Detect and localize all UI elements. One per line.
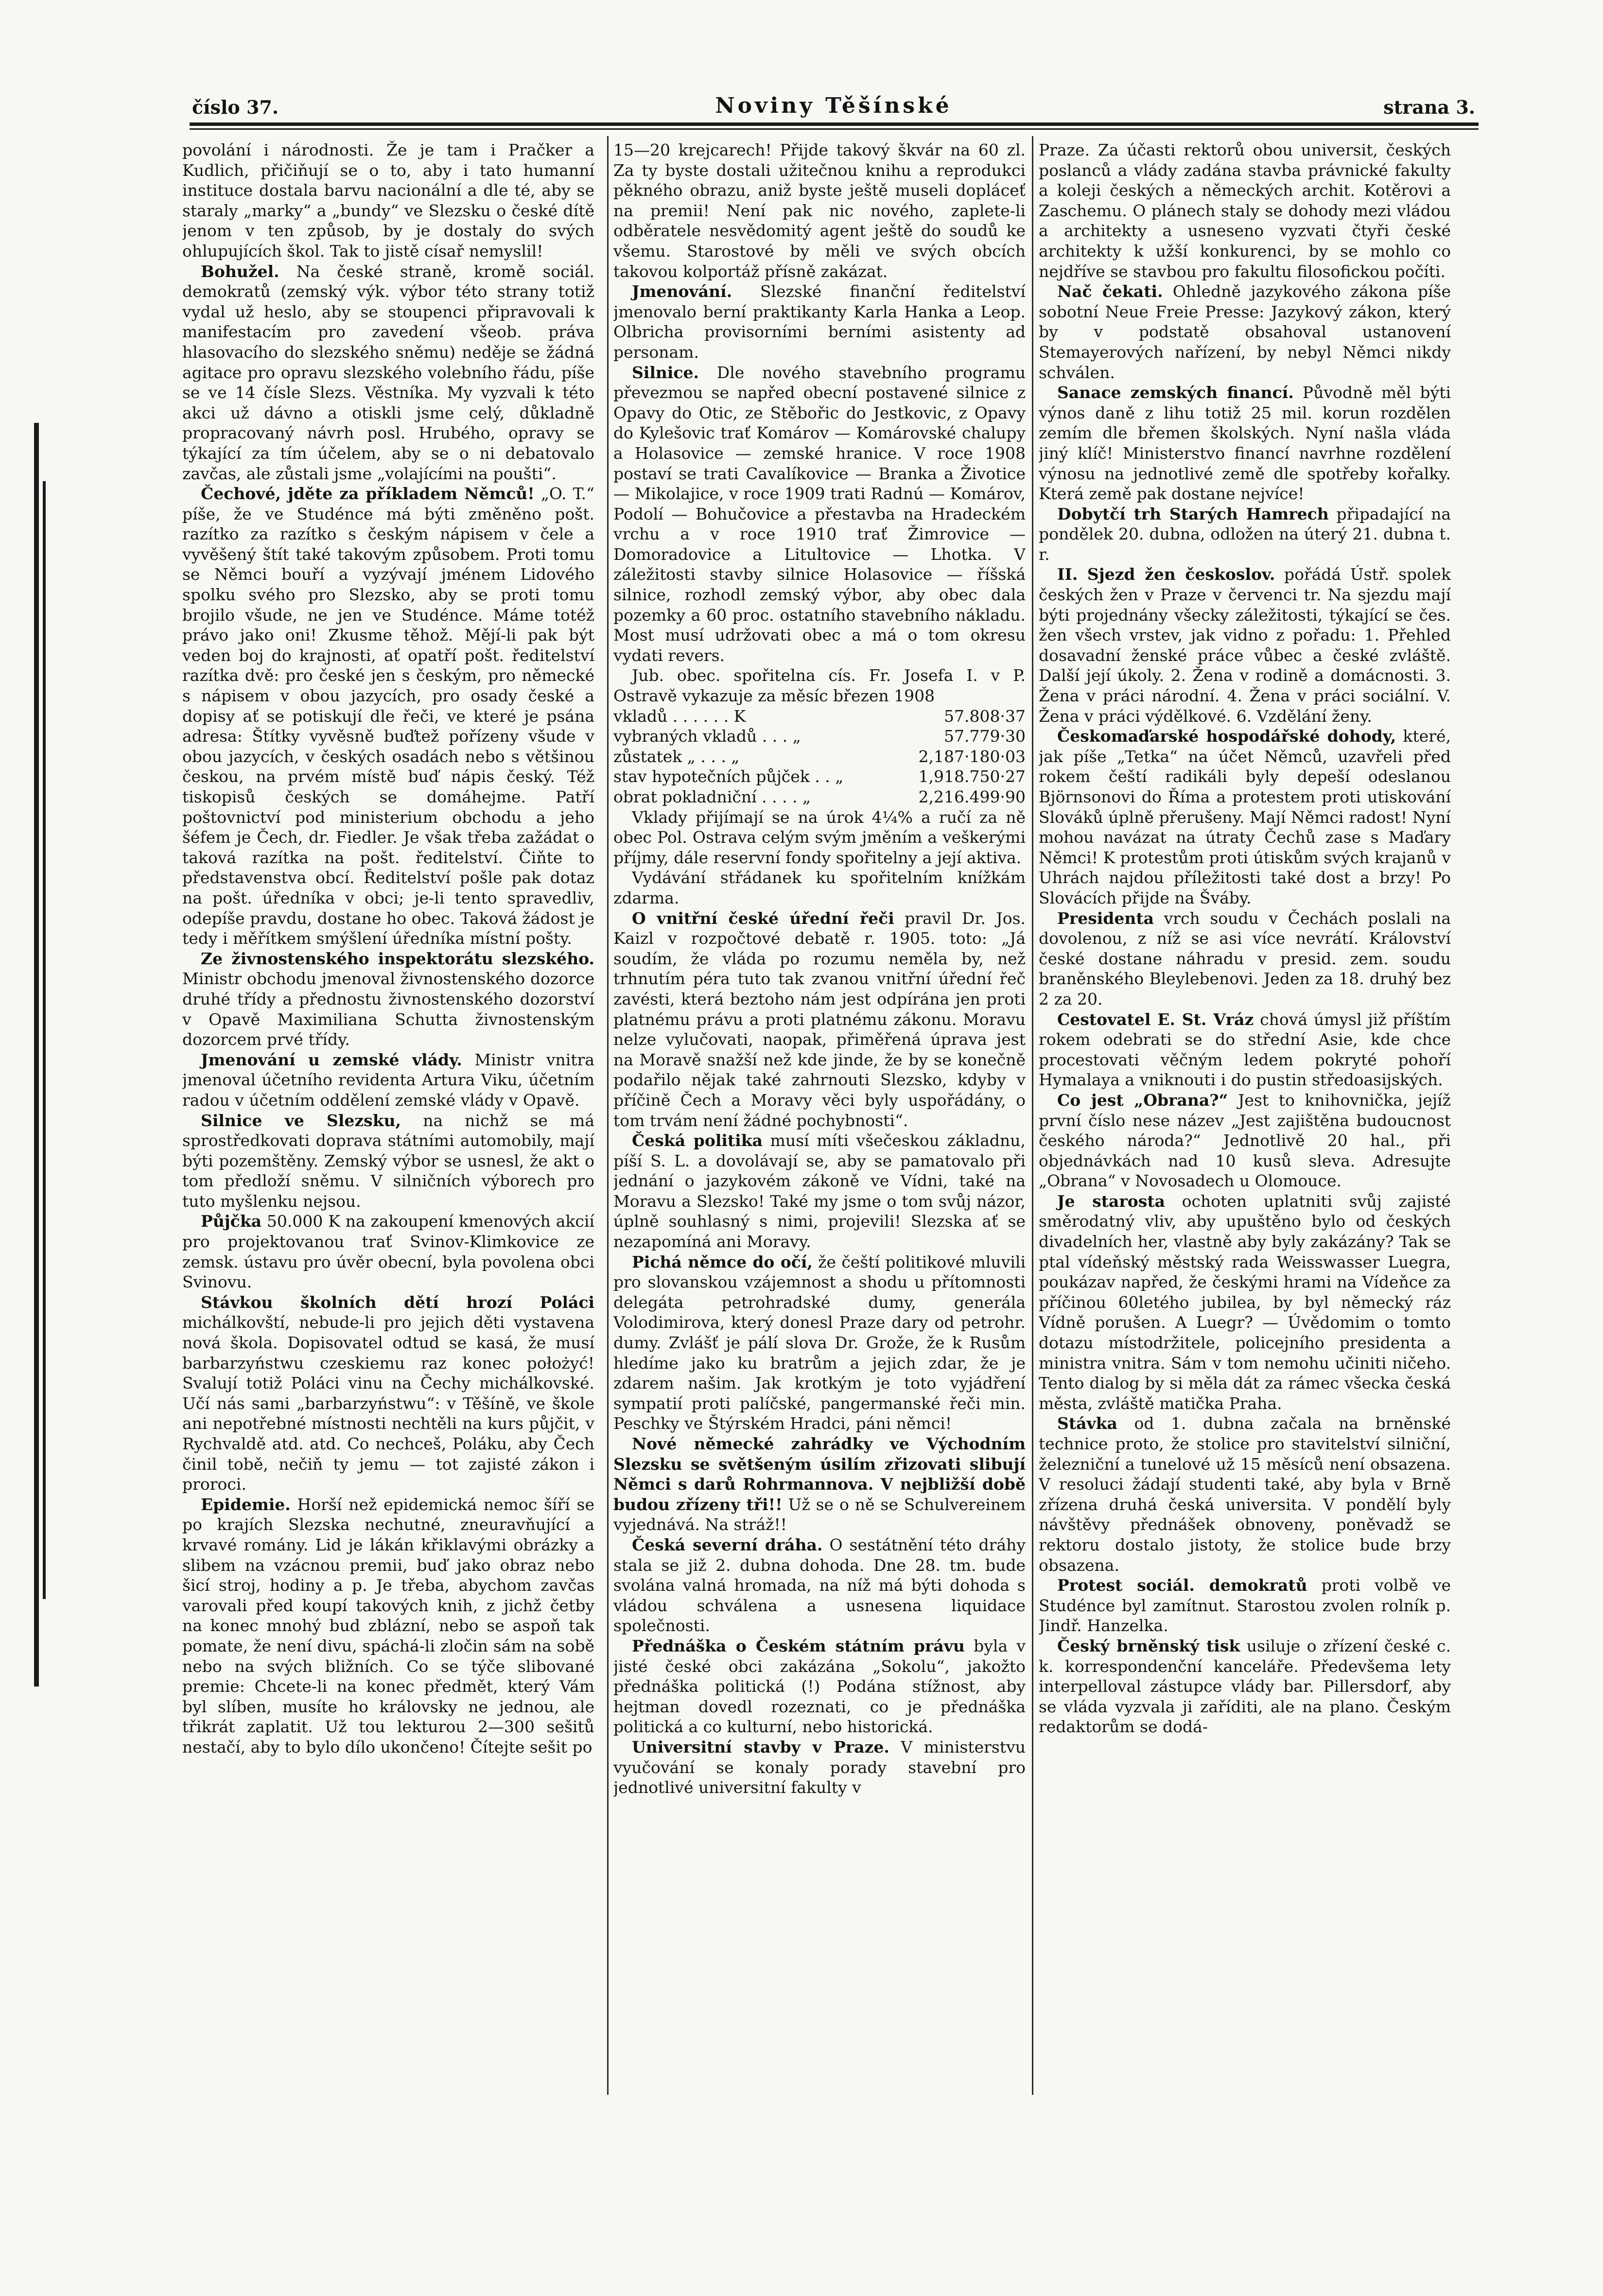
article-headline: Silnice ve Slezsku, (201, 1111, 401, 1130)
article-paragraph (613, 908, 1026, 1131)
article-headline: II. Sjezd žen českoslov. (1057, 565, 1275, 584)
article-paragraph (182, 140, 594, 261)
article-paragraph (613, 1434, 1026, 1535)
article-paragraph (1039, 281, 1451, 383)
article-text: usiluje o zřízení české c. k. korrespondenční kanceláře. Předevšema lety interpelloval zástupce vlády bar. Pillersdorf, aby se vláda vyzvala ji zaříditi, ale na plano. Českým redaktorům se dodá- (1039, 1636, 1451, 1737)
article-headline: Stávka (1057, 1414, 1117, 1433)
table-row (613, 726, 1026, 747)
article-headline: Epidemie. (201, 1495, 291, 1514)
article-text: povolání i národnosti. Že je tam i Pračker a Kudlich, přičiňují se o to, aby i tato humanní instituce dostala barvu nacionální a dle té, aby se staraly „marky“ a „bundy“ ve Slezsku o české dítě jenom v ten způsob, by je dostaly do svých ohlupujících škol. Tak to jistě císař nemyslil! (182, 140, 594, 261)
article-text: Praze. Za účasti rektorů obou universit, českých poslanců a vlády zadána stavba právnické fakulty a koleji českých a německých archit. Kotěrovi a Zaschemu. O plánech staly se dohody mezi vládou a architekty a usneseno vyzvati čtyři české architekty k užší konkurenci, by se mohlo co nejdříve se stavbou pro fakultu filosofickou počíti. (1039, 140, 1451, 281)
article-paragraph (613, 868, 1026, 908)
article-paragraph (1039, 564, 1451, 726)
article-text: Dle nového stavebního programu převezmou se napřed obecní postavené silnice z Opavy do Otic, ze Stěbořic do Jestkovic, z Opavy do Kylešovic trať Komárov — Komárovské chalupy a Holasovice — zemské hranice. V roce 1908 postaví se trati Cavalíkovice — Branka a Životice — Mikolajice, v roce 1909 trati Radnú — Komárov, Podolí — Bohučovice a přestavba na Hradeckém vrchu a v roce 1910 trať Žimrovice — Domoradovice a Litultovice — Lhotka. V záležitosti stavby silnice Holasovice — říšská silnice, rozhodl zemský výbor, aby obec dala pozemky a 60 proc. ostatního stavebního nákladu. Most musí udržovati obec a má o tom okresu vydati revers. (613, 363, 1026, 665)
table-label: zůstatek „ . . . „ (613, 747, 740, 766)
column-2 (613, 140, 1026, 2094)
article-text: od 1. dubna začala na brněnské technice proto, že stolice pro stavitelství silniční, železniční a tunelové už 15 měsíců není obsazena. V resoluci žádají studenti také, aby byla v Brně zřízena druhá česká universita. V pondělí byly návštěvy přednášek obnoveny, poněvadž se rektoru dostalo jistoty, že stolice bude brzy obsazena. (1039, 1414, 1451, 1575)
article-paragraph (613, 665, 1026, 706)
article-paragraph (182, 1211, 594, 1292)
article-paragraph (1039, 1191, 1451, 1414)
table-label: stav hypotečních půjček . . „ (613, 767, 844, 786)
article-headline: Čechové, jděte za příkladem Němců! (201, 484, 535, 504)
article-text: které, jak píše „Tetka“ na účet Němců, uzavřeli před rokem čeští radikáli byly depeší odeslanou Björnsonovi do Říma a protestem proti utiskování Slováků úplně přerušeny. Mají Němci radost! Nyní mohou navázat na útraty Čechů zase s Maďary Němci! K protestům proti útiskům svých krajanů v Uhrách najdou příležitosti také dost a brzy! Po Slovácích přijde na Šváby. (1039, 727, 1451, 907)
article-text: Vydávání střádanek ku spořitelním knížkám zdarma. (613, 868, 1026, 907)
article-text: pořádá Ústř. spolek českých žen v Praze v červenci tr. Na sjezdu mají býti projednány všecky záležitosti, týkající se čes. žen všech vrstev, jak vidno z pořadu: 1. Přehled dosavadní ženské práce vůbec a české zvláště. Další její úkoly. 2. Žena v rodině a domácnosti. 3. Žena v práci národní. 4. Žena v práci sociální. V. Žena v práci výdělkové. 6. Vzdělání ženy. (1039, 565, 1451, 726)
article-text: 15—20 krejcarech! Přijde takový škvár na 60 zl. Za ty byste dostali užitečnou knihu a reprodukci pěkného obrazu, aniž byste ještě museli dopláceť na premii! Není pak nic nového, zaplete-li odběratele nesvědomitý agent ještě do soudů ke všemu. Starostové by měli ve svých obcích takovou kolportáž přísně zakázat. (613, 140, 1026, 281)
table-amount: 57.779·30 (944, 727, 1026, 746)
page-header (192, 93, 1475, 122)
article-text: Vklady přijímají se na úrok 4¼% a ručí za ně obec Pol. Ostrava celým svým jměním a veškerými příjmy, dále reservní fondy spořitelny a její aktiva. (613, 807, 1026, 867)
article-headline: Stávkou školních dětí hrozí Poláci (201, 1292, 594, 1312)
article-headline: O vnitřní české úřední řeči (632, 908, 894, 928)
article-paragraph (613, 140, 1026, 281)
table-row (613, 706, 1026, 727)
article-text: připadající na pondělek 20. dubna, odložen na úterý 21. dubna t. r. (1039, 504, 1451, 564)
article-text: Jub. obec. spořitelna cís. Fr. Josefa I. v P. Ostravě vykazuje za měsíc březen 1908 (613, 666, 1026, 706)
article-headline: Půjčka (201, 1212, 262, 1231)
table-label: vybraných vkladů . . . „ (613, 727, 801, 746)
table-label: vkladů . . . . . . K (613, 706, 746, 726)
article-paragraph (182, 1050, 594, 1111)
article-headline: Je starosta (1057, 1191, 1166, 1211)
article-paragraph (182, 261, 594, 484)
table-label: obrat pokladniční . . . . „ (613, 787, 811, 806)
article-text: Na české straně, kromě sociál. demokratů (zemský výk. výbor této strany totiž vydal už heslo, aby se stoupenci připravovali k manifestacím pro zavedení všeob. práva hlasovacího do slezského sněmu) neděje se žádná agitace pro opravu slezského volebního řádu, píše se ve 14 čísle Slezs. Věstníka. My vyzvali k této akci už dávno a otiskli jsme celý, důkladně propracovaný návrh posl. Hrubého, opravy se týkající za tím účelem, aby se o ni debatovalo zavčas, ale zůstali jsme „volajícími na poušti“. (182, 261, 594, 483)
article-paragraph (1039, 1413, 1451, 1575)
article-paragraph (613, 1131, 1026, 1252)
article-paragraph (613, 1535, 1026, 1636)
article-text: Ministr vnitra jmenoval účetního revidenta Artura Viku, účetním radou v účetním oddělení zemské vlády v Opavě. (182, 1050, 594, 1110)
article-headline: Silnice. (632, 363, 699, 382)
article-paragraph (613, 807, 1026, 868)
article-paragraph (613, 1737, 1026, 1798)
column-1 (182, 140, 594, 2094)
article-text: V ministerstvu vyučování se konaly porady stavební pro jednotlivé universitní fakulty v (613, 1737, 1026, 1797)
savings-bank-table (613, 706, 1026, 807)
article-paragraph (1039, 1636, 1451, 1737)
table-row (613, 766, 1026, 787)
article-text: Jest to knihovnička, jejíž první číslo nese název „Jest zajištěna budoucnost českého národa?“ Jednotlivě 20 hal., při objednávkách nad 10 kusů sleva. Adresujte „Obrana“ v Novosadech u Olomouce. (1039, 1090, 1451, 1191)
article-paragraph (1039, 383, 1451, 504)
article-paragraph (1039, 1575, 1451, 1636)
article-paragraph (1039, 1009, 1451, 1090)
article-headline: Jmenování. (632, 282, 732, 301)
article-headline: Česká severní dráha. (632, 1535, 823, 1554)
article-headline: Nové německé zahrádky ve Východním Slezsku se světšeným úsilím zřizovati slibují Němci s darů Rohrmannova. V nejbližší době budou zřízeny tři!! (613, 1434, 1026, 1514)
column-separator (1032, 136, 1033, 2095)
article-text: „O. T.“ píše, že ve Studénce má býti změněno pošt. razítko za razítko s českým nápisem v čele a vyvěšený štít také takovým způsobem. Proti tomu se Němci bouří a vyzývají jménem Lidového spolku svého pro Slezsko, aby se proti tomu brojilo všude, ne jen ve Studénce. Máme totéž právo jako oni! Zkusme těhož. Mějí-li pak být veden boj do krajnosti, ať opatří pošt. ředitelství razítka dvě: pro české jen s českým, pro německé s nápisem v obou jazycích, pro osady české a dopisy ať se potiskují dle řeči, ve které je psána adresa: Štítky vyvěsně buďtež pořízeny všude v obou jazycích, v českých osadách nebo s většinou českou, na prvém místě buď nápis český. Též tiskopisů českých se domáhejme. Patří poštovnictví pod ministerium obchodu a jeho šéfem je Čech, dr. Fiedler. Je však třeba zažádat o taková razítka na pošt. ředitelství. Čiňte to představenstva obcí. Ředitelství pošle pak dotaz na pošt. úředníka v obci; je-li tento spravedliv, odepíše pravdu, dostane ho obec. Taková žádost je tedy i měřítkem smýšlení úředníka místní pošty. (182, 484, 594, 948)
article-headline: Presidenta (1057, 908, 1154, 928)
table-row (613, 747, 1026, 767)
article-paragraph (613, 1252, 1026, 1434)
article-text: Už se o ně se Schulvereinem vyjednává. Na stráž!! (613, 1495, 1026, 1534)
article-paragraph (182, 1292, 594, 1495)
table-amount: 2,187·180·03 (918, 747, 1026, 766)
article-headline: Jmenování u zemské vlády. (201, 1050, 462, 1069)
page-number: strana 3. (1383, 96, 1475, 118)
header-rule-thin (190, 128, 1479, 130)
column-2-part-a (613, 140, 1026, 706)
article-paragraph (1039, 726, 1451, 908)
article-headline: Protest sociál. demokratů (1057, 1576, 1307, 1595)
article-paragraph (1039, 1090, 1451, 1191)
article-headline: Česká politika (632, 1131, 763, 1150)
article-text: ochoten uplatniti svůj zajisté směrodatný vliv, aby upuštěno bylo od českých divadelních her, vlastně aby byly zakázány? Tak se ptal vídeňský městský rada Weisswasser Luegra, poukázav napřed, že českými hrami na Vídeňce za příčinou 60letého jubilea, by byl německý ráz Vídně porušen. A Luegr? — Úvědomim o tomto dotazu místodržitele, policejního presidenta a ministra vnitra. Sám v tom nemohu učiniti ničeho. Tento dialog by si měla dát za rámec všecka česká města, zvláště matička Praha. (1039, 1191, 1451, 1413)
article-headline: Bohužel. (201, 261, 279, 281)
margin-binding-marks (34, 423, 49, 1687)
margin-bar (34, 423, 39, 1687)
article-paragraph (1039, 140, 1451, 281)
article-text: michálkovští, nebude-li pro jejich děti vystavena nová škola. Dopisovatel odtud se kasá, že musí barbarzyństwu czeskiemu raz konec położyć! Svalují totiž Poláci vinu na Čechy michálkovské. Učí nás sami „barbarzyństwu“: v Těšíně, ve škole ani nepotřebné místnosti nechtěli na kurs půjčit, v Rychvaldě atd. atd. Co nechceš, Poláku, aby Čech činil tobě, nečiň ty jemu — tot zajisté zákon i proroci. (182, 1313, 594, 1494)
article-text: 50.000 K na zakoupení kmenových akcií pro projektovanou trať Svinov-Klimkovice ze zemsk. ústavu pro úvěr obecní, byla povolena obci Svinovu. (182, 1212, 594, 1292)
article-paragraph (613, 363, 1026, 666)
table-row (613, 787, 1026, 807)
issue-number: číslo 37. (192, 96, 279, 118)
table-amount: 2,216.499·90 (918, 787, 1026, 806)
header-rule-thick (190, 122, 1479, 126)
article-text: musí míti všečeskou základnu, píší S. L. a dovolávají se, aby se pamatovalo při jednání o jazykovém zákoně ve Vídni, také na Moravu a Slezsko! Také my jsme o tom svůj názor, úplně souhlasný s nimi, projevili! Slezska ať se nezapomíná ani Moravy. (613, 1131, 1026, 1252)
article-headline: Co jest „Obrana?“ (1057, 1090, 1228, 1110)
article-text: chová úmysl již příštím rokem odebrati se do střední Asie, kde chce procestovati věčným ledem pokryté pohoří Hymalaya a vniknouti i do pustin středoasijských. (1039, 1009, 1451, 1090)
margin-bar (43, 481, 46, 1599)
article-paragraph (1039, 908, 1451, 1009)
article-text: proti volbě ve Studénce byl zamítnut. Starostou zvolen rolník p. Jindř. Hanzelka. (1039, 1576, 1451, 1635)
article-text: Horší než epidemická nemoc šíří se po krajích Slezska nechutné, zneuravňující a krvavé romány. Lid je lákán křiklavými obrázky a slibem na vzácnou premii, buď jako obraz nebo šicí stroj, hodiny a p. Je třeba, abychom zavčas varovali před koupí takových knih, z jichž četby na konec mnohý bud zblázní, nebo se aspoň tak pomate, že není divu, spáchá-li zločin sám na sobě nebo na svých bližních. Co se týče slibované premie: Chcete-li na konec předmět, který Vám byl slíben, musíte ho královsky ne jednou, ale třikrát zaplatit. Už tou lekturou 2—300 sešitů nestačí, aby to bylo dílo ukončeno! Čítejte sešit po (182, 1495, 594, 1757)
article-headline: Cestovatel E. St. Vráz (1057, 1009, 1254, 1029)
article-text: Slezské finanční ředitelství jmenovalo berní praktikanty Karla Hanka a Leop. Olbricha provisorními berními asistenty ad personam. (613, 282, 1026, 362)
article-paragraph (182, 1111, 594, 1212)
article-headline: Český brněnský tisk (1057, 1636, 1240, 1655)
article-headline: Českomaďarské hospodářské dohody, (1057, 727, 1396, 746)
article-text: na nichž se má sprostředkovati doprava státními automobily, mají býti pozemštěny. Zemský výbor se usnesl, že akt o tom předloží sněmu. V silničních výborech pro tuto myšlenku nejsou. (182, 1111, 594, 1211)
article-text: pravil Dr. Jos. Kaizl v rozpočtové debatě r. 1905. toto: „Já soudím, že vláda po rozumu neměla by, než trhnutím péra tuto tak zvanou vnitřní úřední řeč zavésti, která beztoho nám jest odpírána jen proti platnému právu a proti platnému zákonu. Moravu nelze vylučovati, naopak, přiměřená úprava jest na Moravě snažší než kde jinde, že by se konečně podařilo nějak také zahrnouti Slezsko, kdyby v příčině Čech a Moravy věci byly uspořádány, o tom trvám není žádné pochybnosti“. (613, 908, 1026, 1130)
article-paragraph (1039, 504, 1451, 565)
article-paragraph (182, 949, 594, 1050)
article-text: Ministr obchodu jmenoval živnostenského dozorce druhé třídy a přednostu živnostenského dozorství v Opavě Maximiliana Schutta živnostenským dozorcem prvé třídy. (182, 969, 594, 1049)
article-text: vrch soudu v Čechách poslali na dovolenou, z níž se asi více nevrátí. Království české dostane náhradu v presid. zem. soudu braněnského Bleylebenovi. Jeden za 18. druhý bez 2 za 20. (1039, 908, 1451, 1009)
newspaper-title: Noviny Těšínské (715, 93, 952, 118)
article-headline: Universitní stavby v Praze. (632, 1737, 889, 1757)
article-headline: Pichá němce do očí, (632, 1252, 813, 1271)
article-headline: Sanace zemských financí. (1057, 383, 1294, 402)
article-text: O sestátnění této dráhy stala se již 2. dubna dohoda. Dne 28. tm. bude svolána valná hromada, na níž má býti dohoda s vládou schválena a usnesena liquidace společnosti. (613, 1535, 1026, 1635)
article-headline: Ze živnostenského inspektorátu slezského. (201, 949, 594, 968)
article-headline: Přednáška o Českém státním právu (632, 1636, 965, 1655)
article-text: Původně měl býti výnos daně z lihu totiž 25 mil. korun rozdělen zemím dle břemen školských. Nyní našla vláda jiný klíč! Ministerstvo financí navrhne rozdělení výnosu na jednotlivé země dle spotřeby kořalky. Která země pak dostane nejvíce! (1039, 383, 1451, 504)
article-paragraph (182, 484, 594, 949)
article-headline: Nač čekati. (1057, 282, 1163, 301)
column-separator (607, 136, 609, 2095)
article-headline: Dobytčí trh Starých Hamrech (1057, 504, 1329, 523)
article-text: Ohledně jazykového zákona píše sobotní Neue Freie Presse: Jazykový zákon, který by v podstatě obsahoval ustanovení Stemayerových nařízení, by nebyl Němci nikdy schválen. (1039, 282, 1451, 382)
article-paragraph (613, 1636, 1026, 1737)
column-2-part-b (613, 807, 1026, 1798)
column-3 (1039, 140, 1451, 2094)
article-paragraph (182, 1495, 594, 1757)
article-paragraph (613, 281, 1026, 362)
table-amount: 1,918.750·27 (918, 767, 1026, 786)
article-text: byla v jisté české obci zakázána „Sokolu“, jakožto přednáška politická (!) Podána stížnost, aby hejtman dovedl rozeznati, co je přednáška politická a co kulturní, nebo historická. (613, 1636, 1026, 1737)
article-text: že čeští politikové mluvili pro slovanskou vzájemnost a shodu u přítomnosti delegáta petrohradské dumy, generála Volodimirova, který donesl Praze dary od petrohr. dumy. Zvlášť je pálí slova Dr. Grože, že k Rusům hledíme jako ku bratrům a jejich zdar, že je zdarem našim. Jak krotkým je toto vyjádření sympatií proti palíčské, pangermanské řeči min. Peschky ve Štýrském Hradci, páni němci! (613, 1252, 1026, 1433)
table-amount: 57.808·37 (944, 706, 1026, 726)
